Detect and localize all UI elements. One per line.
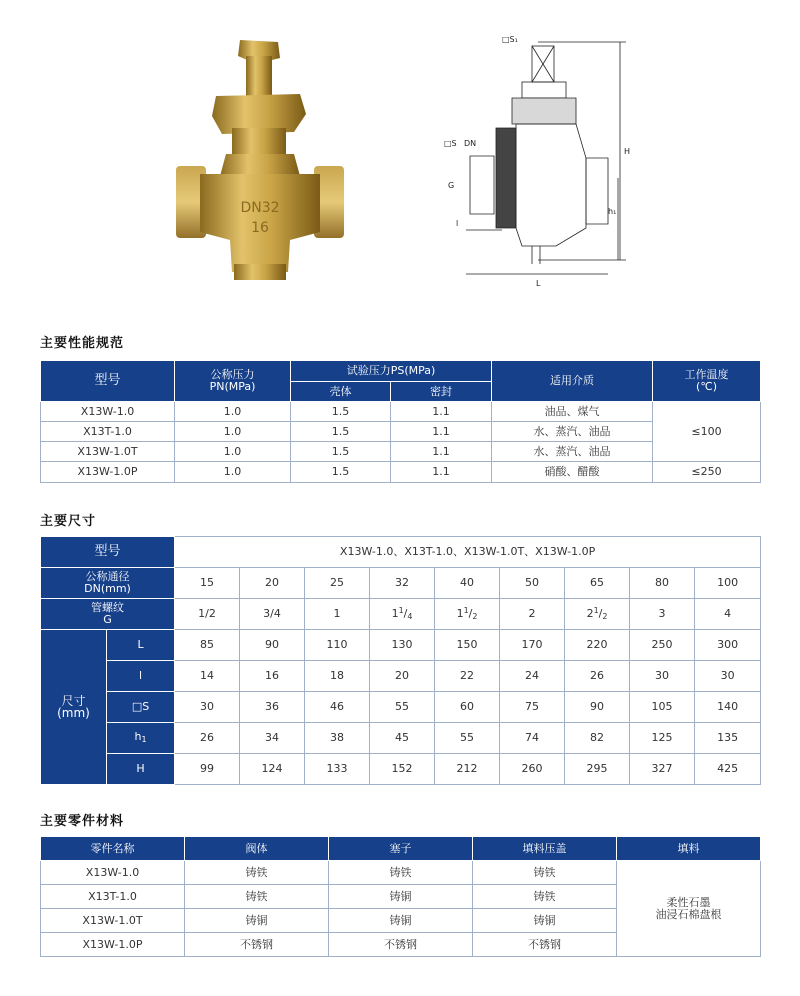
table-cell: $h_1$ (107, 723, 175, 754)
table-cell: 150 (435, 630, 500, 661)
table-cell: 250 (630, 630, 695, 661)
table-cell: 45 (370, 723, 435, 754)
table-row (41, 754, 761, 785)
dim-header-model: 型号 (41, 537, 175, 568)
table-cell: 30 (695, 661, 761, 692)
dim-models: X13W-1.0、X13T-1.0、X13W-1.0T、X13W-1.0P (175, 537, 761, 568)
table-cell: 3/4 (240, 599, 305, 630)
temp-value-b: ≤250 (653, 462, 761, 483)
table-cell: X13W-1.0T (41, 442, 175, 462)
table-cell: 74 (500, 723, 565, 754)
table-cell: 140 (695, 692, 761, 723)
table-cell: 38 (305, 723, 370, 754)
table-cell: 130 (370, 630, 435, 661)
table-cell: 124 (240, 754, 305, 785)
temp-value-a: ≤100 (653, 402, 761, 462)
table-cell: 不锈钢 (473, 933, 617, 957)
table-cell: 铸铜 (329, 885, 473, 909)
valve-section-drawing (436, 28, 636, 290)
table-cell: 油品、煤气 (492, 402, 653, 422)
table-cell: 125 (630, 723, 695, 754)
table-cell: $2^1/_2$ (565, 599, 630, 630)
table-cell: 133 (305, 754, 370, 785)
table-row (41, 422, 761, 442)
dim-header-size: 尺寸 (mm) (41, 630, 107, 785)
table-cell: 铸铁 (473, 885, 617, 909)
table-cell: 1.1 (391, 422, 492, 442)
table-cell: X13W-1.0T (41, 909, 185, 933)
label-s1: □S₁ (502, 35, 518, 44)
table-cell: 18 (305, 661, 370, 692)
table-cell: 60 (435, 692, 500, 723)
label-g: G (448, 181, 455, 190)
table-cell: 水、蒸汽、油品 (492, 422, 653, 442)
table-cell: 90 (565, 692, 630, 723)
table-cell: 不锈钢 (185, 933, 329, 957)
table-cell: X13T-1.0 (41, 885, 185, 909)
header-model: 型号 (41, 361, 175, 402)
table-row (41, 462, 761, 483)
label-L: L (536, 279, 541, 288)
table-cell: 135 (695, 723, 761, 754)
table-cell: 300 (695, 630, 761, 661)
table-cell: 55 (435, 723, 500, 754)
table-cell: 铸铁 (185, 861, 329, 885)
table-cell: 105 (630, 692, 695, 723)
table-cell: 212 (435, 754, 500, 785)
table-row (41, 861, 761, 885)
table-cell: □S (107, 692, 175, 723)
table-cell: 110 (305, 630, 370, 661)
table-cell: 152 (370, 754, 435, 785)
header-test-pressure: 试验压力PS(MPa) (291, 361, 492, 382)
table-cell: 1/2 (175, 599, 240, 630)
table-cell: 220 (565, 630, 630, 661)
table-cell: 1.5 (291, 442, 391, 462)
table-cell: 24 (500, 661, 565, 692)
cast-text-dn: DN32 (240, 200, 280, 216)
table-cell: 14 (175, 661, 240, 692)
label-h1: h₁ (608, 207, 617, 216)
table-cell: 36 (240, 692, 305, 723)
table-cell: 4 (695, 599, 761, 630)
mat-header-plug: 塞子 (329, 837, 473, 861)
table-cell: 铸铁 (473, 861, 617, 885)
dim-header-thread: 管螺纹 G (41, 599, 175, 630)
table-cell: 1.1 (391, 462, 492, 483)
table-cell: X13W-1.0 (41, 402, 175, 422)
table-cell: 1.0 (175, 442, 291, 462)
table-cell: 90 (240, 630, 305, 661)
packing-material: 柔性石墨 油浸石棉盘根 (617, 861, 761, 957)
table-row (41, 630, 761, 661)
table-cell: 1.1 (391, 402, 492, 422)
table-cell: 20 (240, 568, 305, 599)
table-cell: 3 (630, 599, 695, 630)
table-cell: 46 (305, 692, 370, 723)
performance-title: 主要性能规范 (40, 336, 125, 351)
table-cell: 铸铁 (185, 885, 329, 909)
table-cell: 100 (695, 568, 761, 599)
table-cell: X13W-1.0P (41, 462, 175, 483)
table-cell: 1.1 (391, 442, 492, 462)
table-cell: 铸铜 (329, 909, 473, 933)
table-cell: 260 (500, 754, 565, 785)
table-cell: 22 (435, 661, 500, 692)
table-cell: 26 (565, 661, 630, 692)
dimensions-title: 主要尺寸 (40, 514, 97, 529)
table-cell: 2 (500, 599, 565, 630)
header-media: 适用介质 (492, 361, 653, 402)
table-cell: 32 (370, 568, 435, 599)
table-row (41, 442, 761, 462)
header-temp: 工作温度 (℃) (653, 361, 761, 402)
table-cell: 25 (305, 568, 370, 599)
table-row (41, 661, 761, 692)
table-cell: 425 (695, 754, 761, 785)
table-cell: 水、蒸汽、油品 (492, 442, 653, 462)
table-cell: 1.0 (175, 402, 291, 422)
table-cell: 1.5 (291, 402, 391, 422)
table-cell: 295 (565, 754, 630, 785)
mat-header-body: 阀体 (185, 837, 329, 861)
table-cell: 铸铁 (329, 861, 473, 885)
table-cell: 30 (630, 661, 695, 692)
table-cell: 55 (370, 692, 435, 723)
table-cell: 1.5 (291, 462, 391, 483)
header-pn: 公称压力 PN(MPa) (175, 361, 291, 402)
table-cell: 铸铜 (473, 909, 617, 933)
table-cell: 85 (175, 630, 240, 661)
table-cell: H (107, 754, 175, 785)
header-shell: 壳体 (291, 382, 391, 402)
table-cell: 1.5 (291, 422, 391, 442)
table-cell: X13T-1.0 (41, 422, 175, 442)
table-cell: L (107, 630, 175, 661)
table-cell: 50 (500, 568, 565, 599)
label-l-small: l (456, 219, 459, 228)
table-cell: 15 (175, 568, 240, 599)
table-row (41, 402, 761, 422)
label-s: □S (444, 139, 457, 148)
table-cell: 1 (305, 599, 370, 630)
table-cell: 硝酸、醋酸 (492, 462, 653, 483)
table-cell: 170 (500, 630, 565, 661)
table-row (41, 692, 761, 723)
table-cell: l (107, 661, 175, 692)
dim-header-dn: 公称通径 DN(mm) (41, 568, 175, 599)
header-seal: 密封 (391, 382, 492, 402)
table-cell: $1^1/_2$ (435, 599, 500, 630)
table-cell: 30 (175, 692, 240, 723)
table-cell: 82 (565, 723, 630, 754)
materials-table (40, 836, 761, 957)
table-cell: 34 (240, 723, 305, 754)
table-cell: 99 (175, 754, 240, 785)
table-cell: $1^1/_4$ (370, 599, 435, 630)
performance-table (40, 360, 761, 483)
valve-photo (160, 36, 360, 286)
mat-header-gland: 填料压盖 (473, 837, 617, 861)
table-cell: X13W-1.0 (41, 861, 185, 885)
table-cell: 不锈钢 (329, 933, 473, 957)
table-cell: 20 (370, 661, 435, 692)
cast-text-pn: 16 (251, 220, 269, 236)
table-cell: 16 (240, 661, 305, 692)
dimensions-table (40, 536, 761, 785)
table-cell: 铸铜 (185, 909, 329, 933)
table-cell: 40 (435, 568, 500, 599)
label-h: H (624, 147, 631, 156)
table-cell: 327 (630, 754, 695, 785)
mat-header-part: 零件名称 (41, 837, 185, 861)
table-cell: 75 (500, 692, 565, 723)
table-cell: 1.0 (175, 422, 291, 442)
table-cell: X13W-1.0P (41, 933, 185, 957)
materials-title: 主要零件材料 (40, 814, 125, 829)
table-cell: 26 (175, 723, 240, 754)
mat-header-packing: 填料 (617, 837, 761, 861)
table-cell: 1.0 (175, 462, 291, 483)
table-row (41, 723, 761, 754)
label-dn: DN (464, 139, 477, 148)
table-cell: 65 (565, 568, 630, 599)
table-cell: 80 (630, 568, 695, 599)
